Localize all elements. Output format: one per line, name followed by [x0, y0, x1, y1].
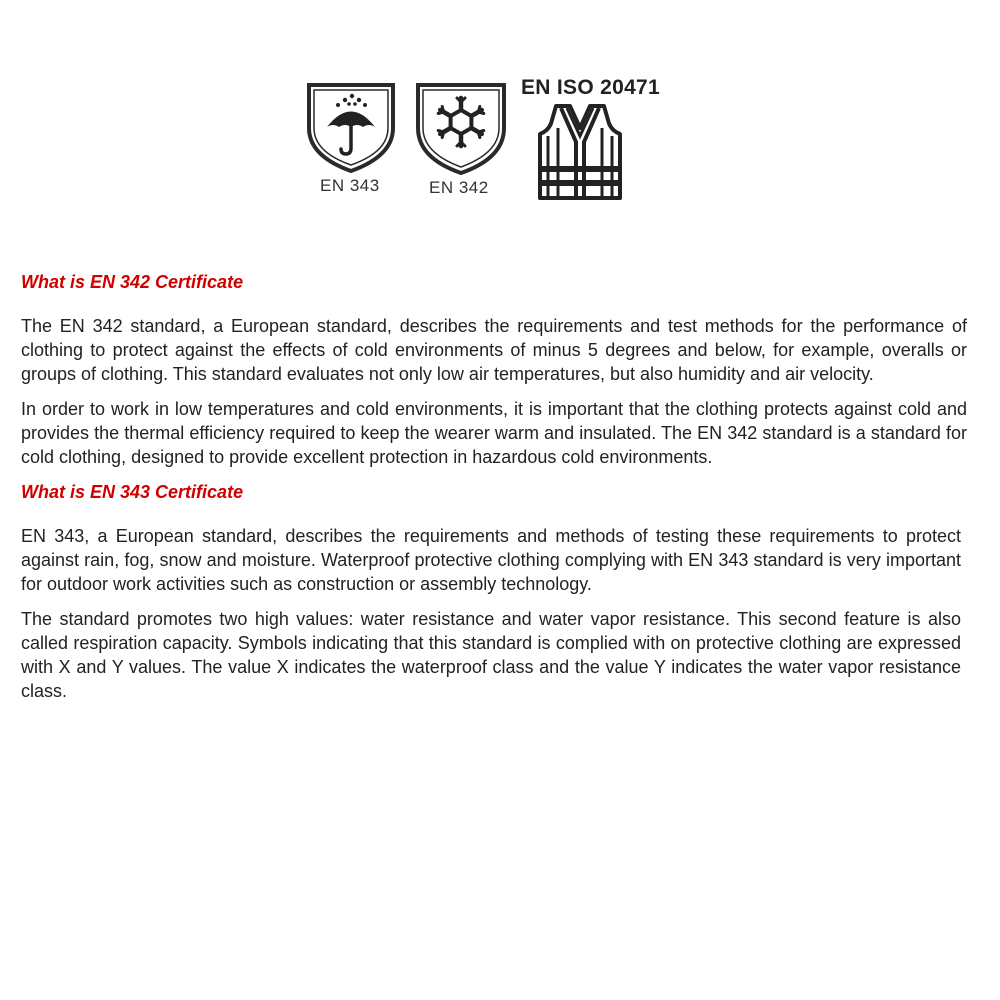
umbrella-shield-icon: [305, 82, 397, 174]
en342-heading: What is EN 342 Certificate: [21, 272, 244, 292]
article-body: [21, 270, 967, 703]
section-en342: [21, 270, 967, 469]
en342-paragraph-1: The EN 342 standard, a European standard, describes the requirements and test methods for the performance of clothing to protect against the effects of cold environments of minus 5 degrees and below, for example, overalls or groups of clothing. This standard evaluates not only low air temperatures, but also humidity and air velocity.: [21, 316, 967, 384]
en343-badge: [305, 82, 397, 174]
en342-paragraph-2: In order to work in low temperatures and cold environments, it is important that the clothing protects against cold and provides the thermal efficiency required to keep the wearer warm and insulated. The EN 342 standard is a standard for cold clothing, designed to provide excellent protection in hazardous cold environments.: [21, 399, 967, 467]
en343-paragraph-2: The standard promotes two high values: water resistance and water vapor resistance. This second feature is also called respiration capacity. Symbols indicating that this standard is complied with on protective clothing are expressed with X and Y values. The value X indicates the waterproof class and the value Y indicates the water vapor resistance class.: [21, 609, 961, 701]
iso20471-badge: [534, 102, 626, 202]
en343-heading: What is EN 343 Certificate: [21, 482, 244, 502]
certification-icons: [0, 0, 1000, 210]
en342-caption: EN 342: [429, 178, 489, 197]
en343-paragraph-1: EN 343, a European standard, describes the requirements and methods of testing these requirements to protect against rain, fog, snow and moisture. Waterproof protective clothing complying with EN 343 standard is very important for outdoor work activities such as construction or assembly technology.: [21, 526, 961, 594]
snowflake-shield-icon: [414, 82, 508, 176]
iso20471-caption: EN ISO 20471: [521, 76, 661, 99]
section-en343: [21, 480, 961, 703]
en342-badge: [414, 82, 508, 176]
en343-caption: EN 343: [320, 176, 380, 195]
hi-vis-vest-icon: [534, 102, 626, 202]
